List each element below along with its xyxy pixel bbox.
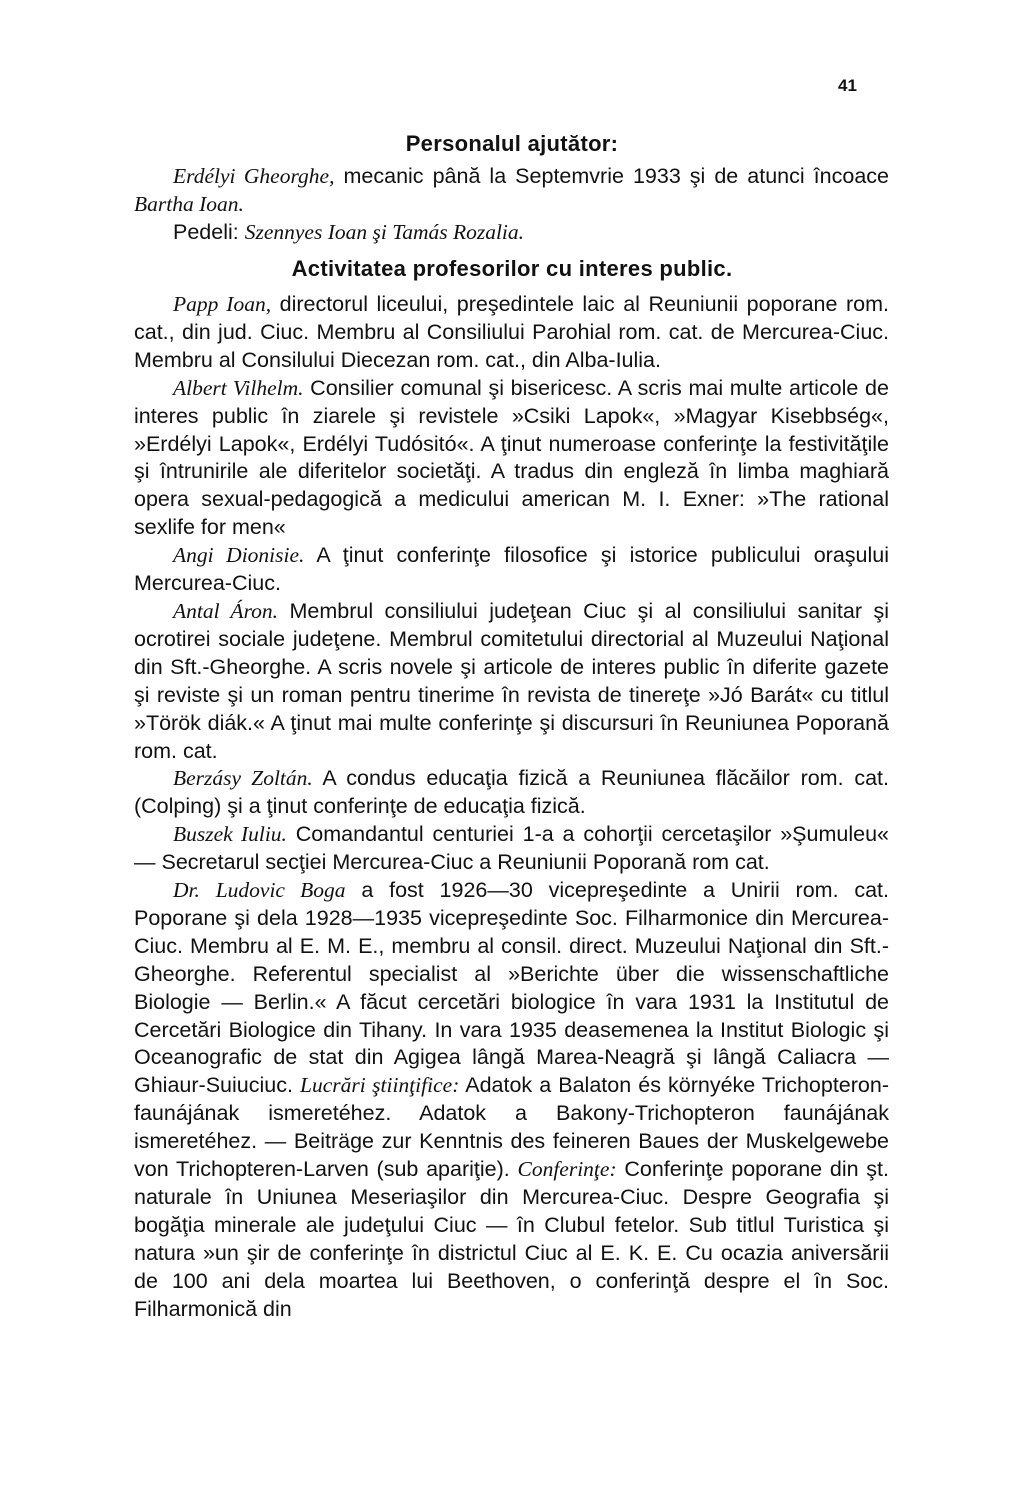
entry-paragraph bbox=[134, 542, 889, 598]
person-name: Antal Áron. bbox=[173, 598, 279, 623]
person-name: Bartha Ioan. bbox=[134, 191, 244, 216]
entry-paragraph bbox=[134, 291, 889, 375]
personnel-block bbox=[134, 163, 889, 247]
entry-paragraph bbox=[134, 598, 889, 765]
person-name: Berzásy Zoltán. bbox=[173, 766, 313, 791]
person-name: Angi Dionisie. bbox=[173, 543, 305, 568]
person-name: Erdélyi Gheorghe, bbox=[173, 164, 335, 188]
person-name: Buszek Iuliu. bbox=[173, 822, 287, 847]
activities-block bbox=[134, 291, 889, 1324]
heading-personnel: Personalul ajutător: bbox=[405, 131, 619, 156]
person-name: Papp Ioan, bbox=[173, 292, 272, 316]
works-label: Lucrări ştiinţifice: bbox=[300, 1073, 460, 1098]
paragraph-text: Pedeli: bbox=[173, 219, 245, 244]
paragraph-text: A condus educaţia fizică a Reuniunea flăcăilor rom. cat. (Colping) şi a ţinut conferinţe de educaţia fizică. bbox=[134, 766, 889, 819]
conferences-label: Conferinţe: bbox=[517, 1157, 617, 1182]
page-number: 41 bbox=[838, 76, 857, 95]
person-name: Szennyes Ioan şi Tamás Rozalia. bbox=[244, 219, 525, 244]
personnel-pedeli-paragraph bbox=[134, 219, 889, 247]
paragraph-text: A ţinut conferinţe filosofice şi istorice publicului oraşului Mercurea-Ciuc. bbox=[134, 543, 890, 596]
paragraph-text: Conferinţe poporane din şt. naturale în Uniunea Meseriaşilor din Mercurea-Ciuc. Despre Geografia şi bogăţia minerale ale judeţului Ciuc — în Clubul fetelor. Sub titlul Turistica şi natura »un şir de conferinţe în districtul Ciuc al E. K. E. Cu ocazia aniversării de 100 ani dela moartea lui Beethoven, o conferinţă despre el în Soc. Filharmonică din bbox=[134, 1157, 889, 1321]
paragraph-text: Comandantul centuriei 1-a a cohorţii cercetaşilor »Şumuleu« — Secretarul secţiei Mercurea-Ciuc a Reuniunii Poporană rom cat. bbox=[134, 822, 889, 875]
person-name: Ludovic Boga bbox=[215, 878, 346, 903]
entry-paragraph-boga bbox=[134, 877, 889, 1324]
paragraph-text: Adatok a Balaton és környéke Trichopteron-faunájának ismeretéhez. Adatok a Bakony-Trichopteron faunájának ismeretéhez. — Beiträge zur Kenntnis des feineren Baues der Muskelgewebe von Trichopteren-Larven (sub apariţie). bbox=[134, 1073, 889, 1182]
paragraph-text: directorul liceului, preşedintele laic al Reuniunii poporane rom. cat., din jud. Ciuc. Membru al Consiliului Parohial rom. cat. de Mercurea-Ciuc. Membru al Consilului Diecezan rom. cat., din Alba-Iulia. bbox=[134, 292, 889, 372]
paragraph-text: Consilier comunal şi bisericesc. A scris mai multe articole de interes public în ziarele şi revistele »Csiki Lapok«, »Magyar Kisebbség«, »Erdélyi Lapok«, Erdélyi Tudósitó«. A ţinut numeroase conferinţe la festivităţile şi întrunirile ale diferitelor societăţi. A tradus din engleză în limba maghiară opera sexual-pedagogică a medicului american M. I. Exner: »The rational sexlife for men« bbox=[134, 375, 889, 540]
person-name: Albert Vilhelm. bbox=[173, 375, 304, 400]
personnel-mechanic-paragraph bbox=[134, 163, 889, 219]
entry-paragraph bbox=[134, 375, 889, 542]
entry-paragraph bbox=[134, 765, 889, 821]
paragraph-text: Membrul consiliului judeţean Ciuc şi al consiliului sanitar şi ocrotirei sociale judeţene. Membrul comitetului directorial al Muzeului Naţional din Sft.-Gheorghe. A scris novele şi articole de interes public în diferite gazete şi reviste şi un roman pentru tinerime în revista de tinereţe »Jó Barát« cu titlul »Török diák.« A ţinut mai multe conferinţe şi discursuri în Reuniunea Poporană rom. cat. bbox=[134, 598, 889, 763]
heading-activities: Activitatea profesorilor cu interes public. bbox=[291, 256, 733, 281]
paragraph-text: mecanic până la Septemvrie 1933 şi de atunci încoace bbox=[334, 164, 889, 188]
entry-paragraph bbox=[134, 821, 889, 877]
paragraph-text: a fost 1926—30 vicepreşedinte a Unirii rom. cat. Poporane şi dela 1928—1935 vicepreşedinte Soc. Filharmonice din Mercurea-Ciuc. Membru al E. M. E., membru al consil. direct. Muzeului Naţional din Sft.-Gheorghe. Referentul specialist al »Berichte über die wissenschaftliche Biologie — Berlin.« A făcut cercetări biologice în vara 1931 la Institutul de Cercetări Biologice din Tihany. In vara 1935 deasemenea la Institut Biologic şi Oceanografic de stat din Agigea lângă Marea-Neagră şi lângă Caliacra — Ghiaur-Suiuciuc. bbox=[134, 878, 889, 1098]
title-prefix: Dr. bbox=[173, 878, 200, 903]
